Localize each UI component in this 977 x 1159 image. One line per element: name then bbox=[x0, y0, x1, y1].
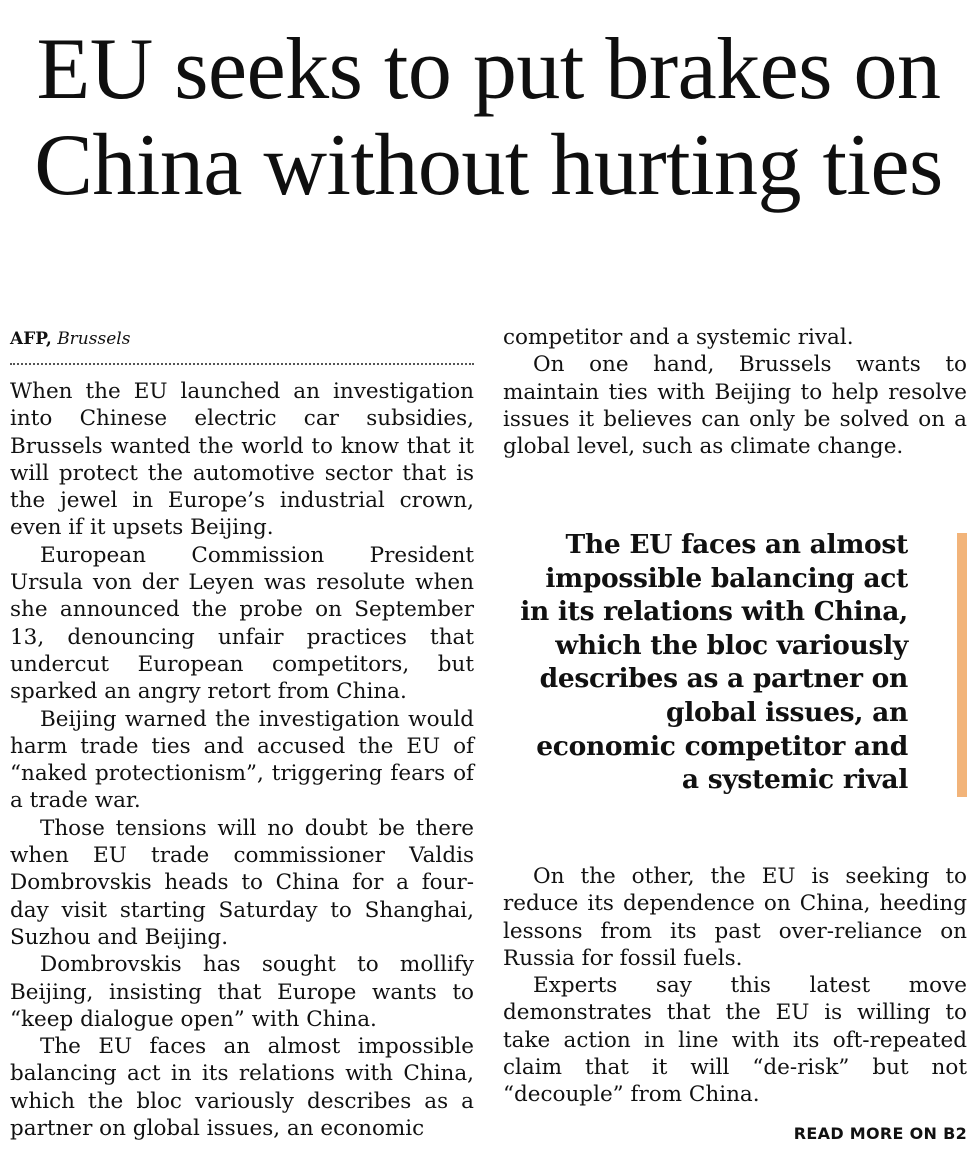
article-column-right-top bbox=[503, 324, 967, 460]
byline-agency: AFP, bbox=[10, 329, 52, 349]
paragraph: competitor and a systemic rival. bbox=[503, 325, 854, 350]
paragraph: Dombrovskis has sought to mollify Beijing, insisting that Europe wants to “keep dialogue open” with China. bbox=[10, 952, 474, 1032]
paragraph: Experts say this latest move demonstrates that the EU is willing to take action in line with its oft-repeated claim that it will “de-risk” but not “decouple” from China. bbox=[503, 973, 967, 1108]
paragraph: On the other, the EU is seeking to reduce its dependence on China, heeding lessons from its past over-reliance on Russia for fossil fuels. bbox=[503, 864, 967, 971]
paragraph: European Commission President Ursula von der Leyen was resolute when she announced the probe on September 13, denouncing unfair practices that undercut European competitors, but sparked an angry retort from China. bbox=[10, 542, 474, 705]
byline-place: Brussels bbox=[57, 329, 131, 349]
article-column-left bbox=[10, 378, 474, 1142]
byline bbox=[10, 327, 474, 351]
article-column-right-bottom bbox=[503, 863, 967, 1109]
paragraph: Those tensions will no doubt be there when EU trade commissioner Valdis Dombrovskis heads to China for a four-day visit starting Saturday to Shanghai, Suzhou and Beijing. bbox=[10, 815, 474, 950]
paragraph: When the EU launched an investigation into Chinese electric car subsidies, Brussels wanted the world to know that it will protect the automotive sector that is the jewel in Europe’s industrial crown, even if it upsets Beijing. bbox=[10, 379, 474, 541]
paragraph: Beijing warned the investigation would harm trade ties and accused the EU of “naked protectionism”, triggering fears of a trade war. bbox=[10, 706, 474, 814]
read-more-link[interactable]: READ MORE ON B2 bbox=[793, 1124, 967, 1143]
pull-quote: The EU faces an almost impossible balancing act in its relations with China, which the bloc variously describes as a partner on global issues, an economic competitor and a systemic rival bbox=[520, 529, 908, 796]
pull-quote-accent-bar bbox=[957, 533, 967, 797]
paragraph: The EU faces an almost impossible balancing act in its relations with China, which the bloc variously describes as a partner on global issues, an economic bbox=[10, 1034, 474, 1142]
paragraph: On one hand, Brussels wants to maintain ties with Beijing to help resolve issues it believes can only be solved on a global level, such as climate change. bbox=[503, 352, 967, 460]
headline: EU seeks to put brakes on China without hurting ties bbox=[34, 21, 943, 214]
byline-divider bbox=[10, 363, 474, 365]
